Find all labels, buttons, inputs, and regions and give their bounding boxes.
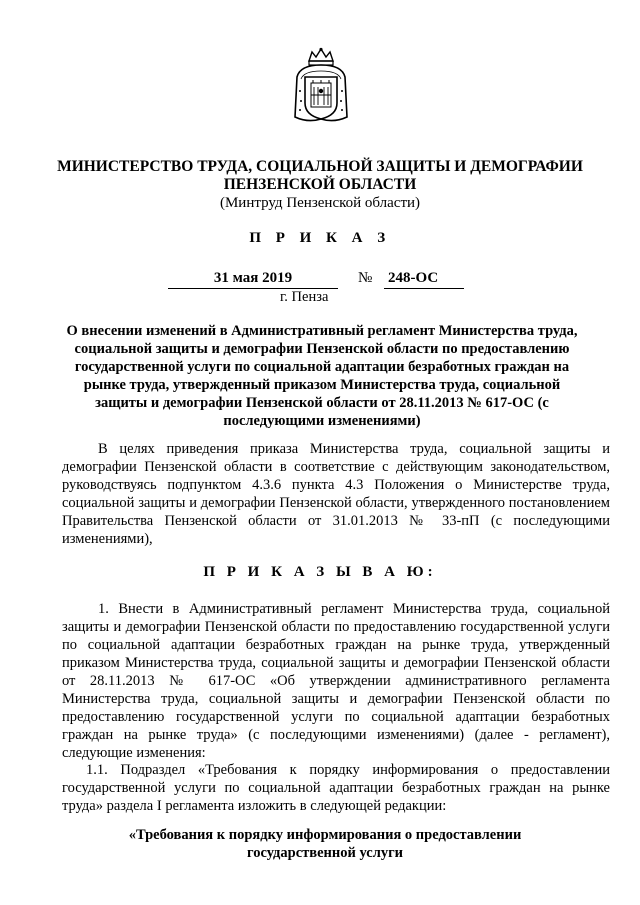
order-number: 248-ОС: [384, 268, 464, 289]
ministry-name: [40, 158, 600, 194]
number-sign: №: [358, 270, 373, 286]
city-name: г. Пенза: [280, 289, 329, 305]
ministry-short-name: (Минтруд Пензенской области): [219, 195, 421, 211]
item-1-paragraph: 1. Внести в Административный регламент Министерства труда, социальной защиты и демографии Пензенской области по предоставлению государственной услуги по социальной адаптации безработных граждан на рынке труда, утвержденный приказом Министерства труда, социальной защиты и демографии Пензенской области от 28.11.2013 № 617-ОС «Об утверждении административного регламента Министерства труда, социальной защиты и демографии Пензенской области по предоставлению государственной услуги по социальной адаптации безработных граждан на рынке труда» (с последующими изменениями) (далее - регламент), следующие изменения:: [62, 601, 610, 761]
coat-of-arms-icon: [292, 47, 350, 125]
document-type-title: П Р И К А З: [249, 230, 391, 246]
item-1-1-paragraph: 1.1. Подраздел «Требования к порядку информирования о предоставлении государственной услуги по социальной адаптации безработных граждан на рынке труда» раздела I регламента изложить в следующей редакции:: [62, 762, 610, 814]
date-number-line: [168, 268, 464, 290]
ministry-name-line2: ПЕНЗЕНСКОЙ ОБЛАСТИ: [223, 176, 417, 193]
section-title: «Требования к порядку информирования о предоставлении государственной услуги: [128, 827, 522, 861]
intro-paragraph: В целях приведения приказа Министерства труда, социальной защиты и демографии Пензенской области в соответствие с действующим законодательством, руководствуясь подпунктом 4.3.6 пункта 4.3 Положения о Министерстве труда, социальной защиты и демографии Пензенской области, утвержденного постановлением Правительства Пензенской области от 31.01.2013 № 33-пП (с последующими изменениями),: [62, 441, 610, 547]
ministry-name-line1: МИНИСТЕРСТВО ТРУДА, СОЦИАЛЬНОЙ ЗАЩИТЫ И ДЕМОГРАФИИ: [57, 158, 583, 175]
order-verb-heading: П Р И К А З Ы В А Ю:: [203, 564, 437, 580]
order-subject: О внесении изменений в Административный регламент Министерства труда, социальной защиты и демографии Пензенской области по предоставлению государственной услуги по социальной адаптации безработных граждан на рынке труда, утвержденный приказом Министерства труда, социальной защиты и демографии Пензенской области от 28.11.2013 № 617-ОС (с последующими изменениями): [66, 323, 578, 429]
order-date: 31 мая 2019: [168, 268, 338, 289]
